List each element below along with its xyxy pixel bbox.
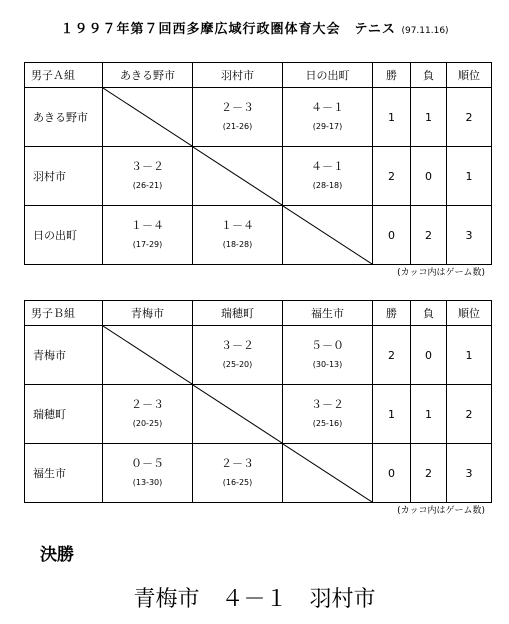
game-count: (20-25) bbox=[132, 419, 163, 428]
row-team-name: 日の出町 bbox=[25, 206, 103, 265]
rank-value: 1 bbox=[447, 326, 492, 385]
match-score: ５－０ bbox=[311, 339, 344, 352]
match-cell bbox=[103, 385, 193, 444]
game-count: (13-30) bbox=[132, 478, 163, 487]
col-team-name: 日の出町 bbox=[283, 63, 373, 88]
table-row bbox=[25, 206, 492, 265]
wins-value: 1 bbox=[373, 385, 411, 444]
col-wins: 勝 bbox=[373, 301, 411, 326]
match-cell bbox=[193, 444, 283, 503]
losses-value: 2 bbox=[411, 206, 447, 265]
row-team-name: 福生市 bbox=[25, 444, 103, 503]
diagonal-cell bbox=[283, 444, 373, 503]
col-team-name: 羽村市 bbox=[193, 63, 283, 88]
table-row bbox=[25, 326, 492, 385]
wins-value: 1 bbox=[373, 88, 411, 147]
rank-value: 3 bbox=[447, 206, 492, 265]
match-score: １－４ bbox=[131, 219, 164, 232]
group-label: 男子Ｂ組 bbox=[25, 301, 103, 326]
game-count-note: (カッコ内はゲーム数) bbox=[397, 268, 485, 278]
group-a-table bbox=[24, 62, 492, 265]
match-cell bbox=[283, 88, 373, 147]
col-rank: 順位 bbox=[447, 63, 492, 88]
game-count: (21-26) bbox=[222, 122, 253, 131]
rank-value: 3 bbox=[447, 444, 492, 503]
diagonal-cell bbox=[103, 88, 193, 147]
col-team-name: あきる野市 bbox=[103, 63, 193, 88]
match-score: ３－２ bbox=[311, 398, 344, 411]
table-row bbox=[25, 88, 492, 147]
match-score: ２－３ bbox=[221, 101, 254, 114]
game-count: (29-17) bbox=[312, 122, 343, 131]
col-team-name: 青梅市 bbox=[103, 301, 193, 326]
row-team-name: あきる野市 bbox=[25, 88, 103, 147]
match-cell bbox=[193, 206, 283, 265]
page-title bbox=[0, 18, 509, 37]
wins-value: 0 bbox=[373, 206, 411, 265]
group-label: 男子Ａ組 bbox=[25, 63, 103, 88]
match-score: １－４ bbox=[221, 219, 254, 232]
col-rank: 順位 bbox=[447, 301, 492, 326]
match-cell bbox=[103, 444, 193, 503]
match-score: ３－２ bbox=[221, 339, 254, 352]
col-losses: 負 bbox=[411, 301, 447, 326]
table-row bbox=[25, 147, 492, 206]
table-row bbox=[25, 444, 492, 503]
rank-value: 1 bbox=[447, 147, 492, 206]
losses-value: 0 bbox=[411, 326, 447, 385]
match-cell bbox=[103, 147, 193, 206]
losses-value: 0 bbox=[411, 147, 447, 206]
wins-value: 2 bbox=[373, 326, 411, 385]
final-heading: 決勝 bbox=[40, 545, 74, 565]
wins-value: 0 bbox=[373, 444, 411, 503]
diagonal-cell bbox=[193, 147, 283, 206]
col-wins: 勝 bbox=[373, 63, 411, 88]
row-team-name: 瑞穂町 bbox=[25, 385, 103, 444]
game-count: (28-18) bbox=[312, 181, 343, 190]
title-main: １９９７年第７回西多摩広域行政圏体育大会 テニス bbox=[60, 22, 396, 37]
game-count-note: (カッコ内はゲーム数) bbox=[397, 506, 485, 516]
table-row bbox=[25, 385, 492, 444]
losses-value: 1 bbox=[411, 385, 447, 444]
match-score: ２－３ bbox=[221, 457, 254, 470]
col-team-name: 瑞穂町 bbox=[193, 301, 283, 326]
match-score: ４－１ bbox=[311, 101, 344, 114]
rank-value: 2 bbox=[447, 88, 492, 147]
game-count: (18-28) bbox=[222, 240, 253, 249]
title-date: (97.11.16) bbox=[401, 26, 449, 36]
col-losses: 負 bbox=[411, 63, 447, 88]
game-count: (30-13) bbox=[312, 360, 343, 369]
match-cell bbox=[283, 147, 373, 206]
match-cell bbox=[193, 88, 283, 147]
wins-value: 2 bbox=[373, 147, 411, 206]
match-score: ０－５ bbox=[131, 457, 164, 470]
group-a-header-row bbox=[25, 63, 492, 88]
row-team-name: 青梅市 bbox=[25, 326, 103, 385]
losses-value: 2 bbox=[411, 444, 447, 503]
game-count: (25-16) bbox=[312, 419, 343, 428]
match-cell bbox=[283, 385, 373, 444]
losses-value: 1 bbox=[411, 88, 447, 147]
match-cell bbox=[103, 206, 193, 265]
final-result: 青梅市 ４－１ 羽村市 bbox=[133, 587, 376, 612]
group-b-table bbox=[24, 300, 492, 503]
diagonal-cell bbox=[283, 206, 373, 265]
match-cell bbox=[193, 326, 283, 385]
col-team-name: 福生市 bbox=[283, 301, 373, 326]
group-b-header-row bbox=[25, 301, 492, 326]
match-score: ３－２ bbox=[131, 160, 164, 173]
rank-value: 2 bbox=[447, 385, 492, 444]
diagonal-cell bbox=[193, 385, 283, 444]
game-count: (26-21) bbox=[132, 181, 163, 190]
diagonal-cell bbox=[103, 326, 193, 385]
game-count: (17-29) bbox=[132, 240, 163, 249]
match-score: ２－３ bbox=[131, 398, 164, 411]
game-count: (16-25) bbox=[222, 478, 253, 487]
match-score: ４－１ bbox=[311, 160, 344, 173]
match-cell bbox=[283, 326, 373, 385]
row-team-name: 羽村市 bbox=[25, 147, 103, 206]
game-count: (25-20) bbox=[222, 360, 253, 369]
